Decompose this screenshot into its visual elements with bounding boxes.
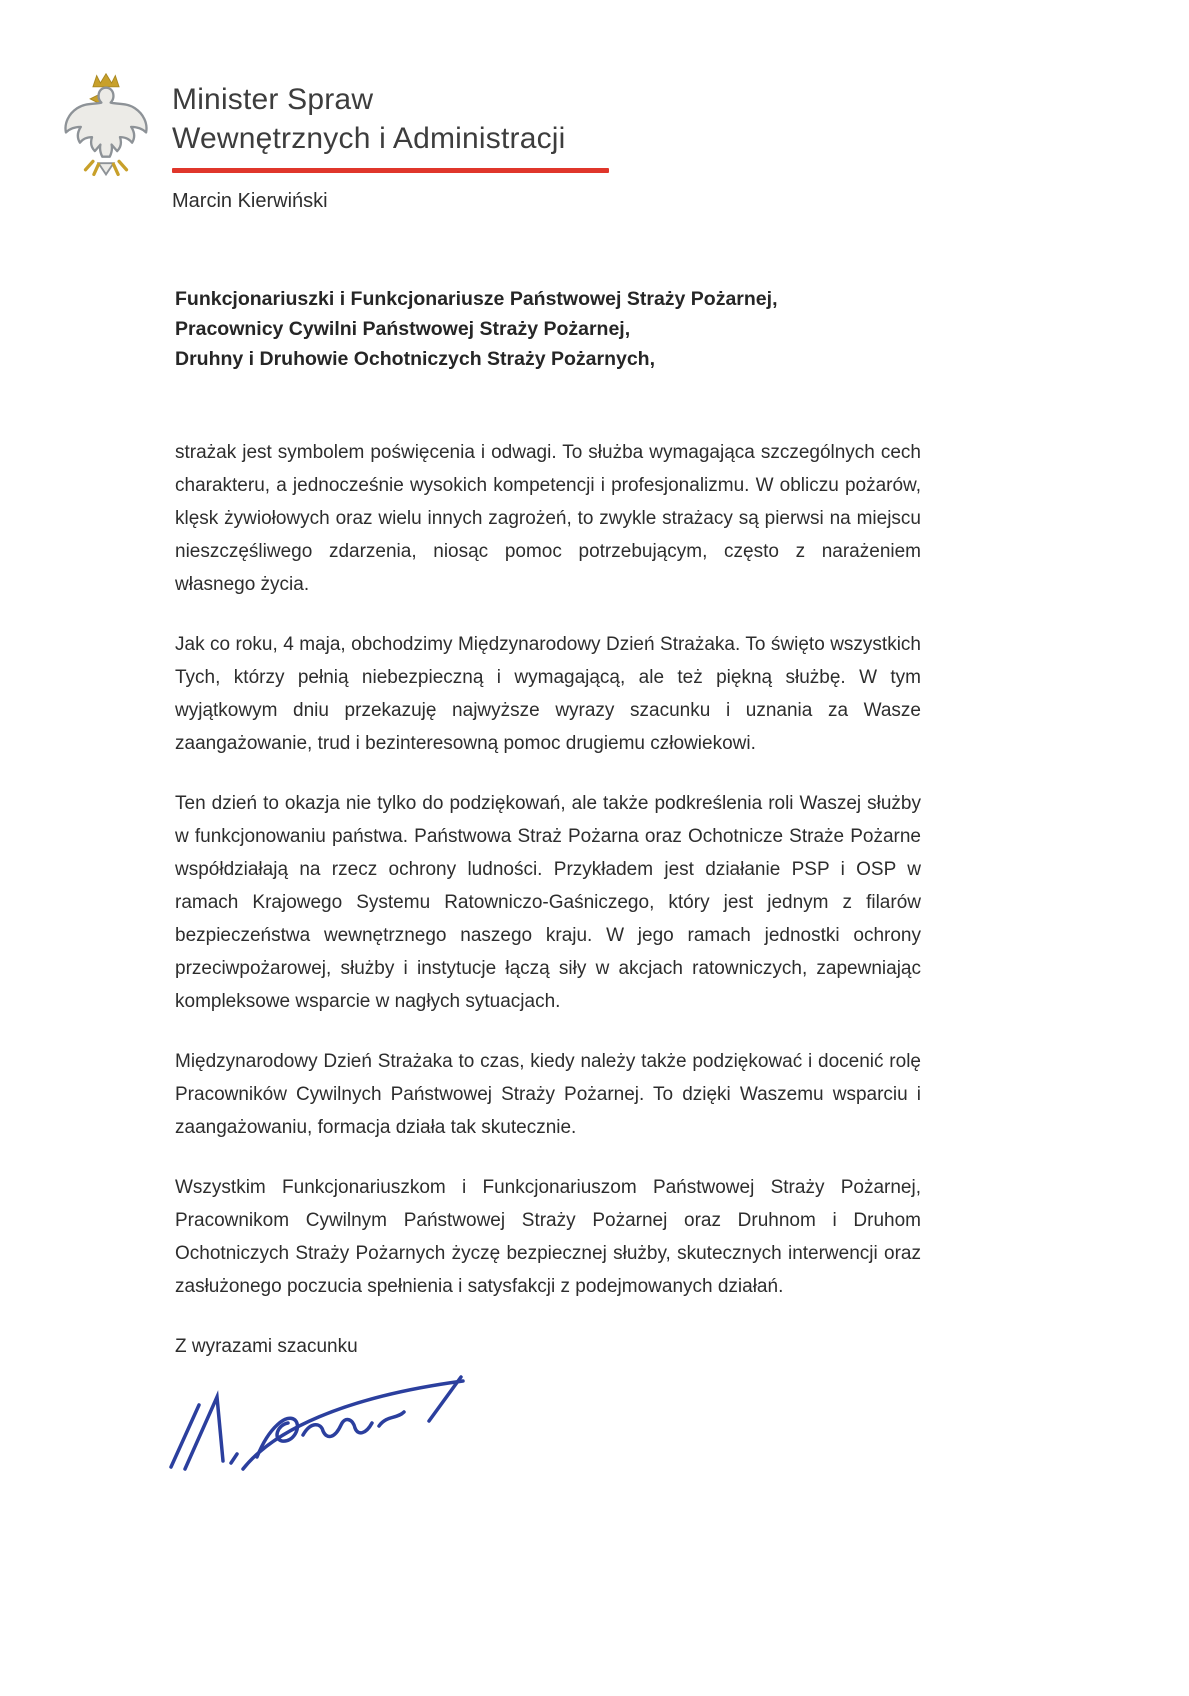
signature-ink-icon xyxy=(163,1363,483,1481)
salutation-line-3: Druhny i Druhowie Ochotniczych Straży Pożarnych, xyxy=(175,348,656,370)
red-divider-rule xyxy=(172,168,609,173)
closing-line: Z wyrazami szacunku xyxy=(175,1336,358,1357)
paragraph-1: strażak jest symbolem poświęcenia i odwagi. To służba wymagająca szczególnych cech charakteru, a jednocześnie wysokich kompetencji i profesjonalizmu. W obliczu pożarów, klęsk żywiołowych oraz wielu innych zagrożeń, to zwykle strażacy są pierwsi na miejscu nieszczęśliwego zdarzenia, niosąc pomoc potrzebującym, często z narażeniem własnego życia. xyxy=(175,442,921,595)
paragraph-5: Wszystkim Funkcjonariuszkom i Funkcjonariuszom Państwowej Straży Pożarnej, Pracownikom Cywilnym Państwowej Straży Pożarnej oraz Druhnom i Druhom Ochotniczych Straży Pożarnych życzę bezpiecznej służby, skutecznych interwencji oraz zasłużonego poczucia spełnienia i satysfakcji z podejmowanych działań. xyxy=(175,1177,921,1297)
handwritten-signature xyxy=(163,1363,483,1481)
salutation-line-2: Pracownicy Cywilni Państwowej Straży Pożarnej, xyxy=(175,318,631,340)
ministry-name-line2: Wewnętrznych i Administracji xyxy=(172,122,566,155)
minister-name: Marcin Kierwiński xyxy=(172,190,328,212)
salutation-line-1: Funkcjonariuszki i Funkcjonariusze Państwowej Straży Pożarnej, xyxy=(175,288,778,310)
paragraph-2: Jak co roku, 4 maja, obchodzimy Międzynarodowy Dzień Strażaka. To święto wszystkich Tych, którzy pełnią niebezpieczną i wymagającą, ale też piękną służbę. W tym wyjątkowym dniu przekazuję najwyższe wyrazy szacunku i uznania za Wasze zaangażowanie, trud i bezinteresowną pomoc drugiemu człowiekowi. xyxy=(175,634,921,754)
ministry-name-line1: Minister Spraw xyxy=(172,83,374,116)
letter-body xyxy=(175,284,921,1481)
salutation-block xyxy=(175,284,921,374)
polish-eagle-emblem xyxy=(50,70,162,180)
eagle-icon xyxy=(50,70,162,180)
paragraph-3: Ten dzień to okazja nie tylko do podziękowań, ale także podkreślenia roli Waszej służby w funkcjonowaniu państwa. Państwowa Straż Pożarna oraz Ochotnicze Straże Pożarne współdziałają na rzecz ochrony ludności. Przykładem jest działanie PSP i OSP w ramach Krajowego Systemu Ratowniczo-Gaśniczego, który jest jednym z filarów bezpieczeństwa wewnętrznego naszego kraju. W jego ramach jednostki ochrony przeciwpożarowej, służby i instytucje łączą siły w akcjach ratowniczych, zapewniając kompleksowe wsparcie w nagłych sytuacjach. xyxy=(175,793,921,1012)
paragraph-4: Międzynarodowy Dzień Strażaka to czas, kiedy należy także podziękować i docenić rolę Pracowników Cywilnych Państwowej Straży Pożarnej. To dzięki Waszemu wsparciu i zaangażowaniu, formacja działa tak skutecznie. xyxy=(175,1051,921,1138)
ministry-name xyxy=(172,80,566,158)
